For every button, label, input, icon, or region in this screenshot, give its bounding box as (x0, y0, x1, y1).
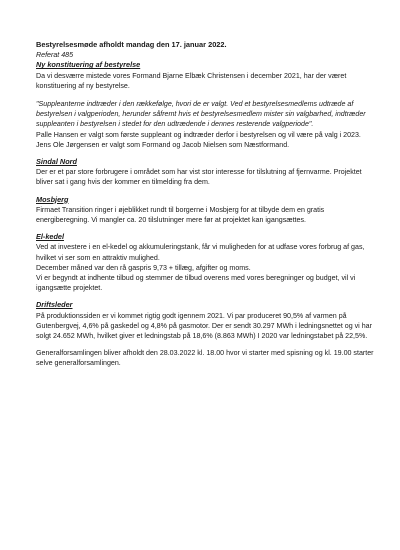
section-ny-konstituering (36, 60, 374, 150)
document-page (36, 40, 374, 369)
section-sindal-nord (36, 157, 374, 188)
paragraph: Vi er begyndt at indhente tilbud og stemmer de tilbud overens med vores beregninger og budget, vil vi igangsætte projektet. (36, 274, 356, 293)
paragraph: Ved at investere i en el-kedel og akkumuleringstank, får vi muligheden for at udfase vores forbrug af gas, hvilket vi ser som en attraktiv mulighed. (36, 243, 365, 262)
section-heading: Ny konstituering af bestyrelse (36, 60, 141, 70)
paragraph: December måned var den rå gaspris 9,73 + tillæg, afgifter og moms. (36, 263, 251, 272)
paragraph: Firmaet Transition ringer i øjeblikket rundt til borgerne i Mosbjerg for at tilbyde dem en gratis energiberegning. Vi mangler ca. 20 tilslutninger mere før at projektet kan igangsættes. (36, 205, 325, 225)
paragraph: Der er et par store forbrugere i området som har vist stor interesse for tilslutning af fjernvarme. Projektet bliver sat i gang hvis der kommer en tilmelding fra dem. (36, 168, 362, 187)
section-heading: Driftsleder (36, 300, 73, 310)
paragraph: Jens Ole Jørgensen er valgt som Formand og Jacob Nielsen som Næstformand. (36, 140, 290, 149)
paragraph: Da vi desværre mistede vores Formand Bjarne Elbæk Christensen i december 2021, har der været konstituering af ny bestyrelse. (36, 71, 347, 90)
section-mosbjerg (36, 195, 374, 226)
section-el-kedel (36, 232, 374, 293)
closing-paragraph: Generalforsamlingen bliver afholdt den 28.03.2022 kl. 18.00 hvor vi starter med spisning og kl. 19.00 starter selve generalforsamlingen. (36, 349, 374, 368)
document-title: Bestyrelsesmøde afholdt mandag den 17. januar 2022. (36, 40, 227, 49)
bylaw-quote: "Suppleanterne indtræder i den rækkefølge, hvori de er valgt. Ved et bestyrelsesmedlems udtræde af bestyrelsen i valgperioden, herunder såfremt hvis et bestyrelsesmedlem mister sin valgbarhed, indtræder suppleanten i bestyrelsen i stedet for den udtrædende i dennes resterende valgperiode". (36, 100, 366, 129)
referat-number: Referat 485 (36, 51, 74, 60)
paragraph: Palle Hansen er valgt som første suppleant og indtræder derfor i bestyrelsen og vil være på valg i 2023. (36, 130, 361, 139)
paragraph: På produktionssiden er vi kommet rigtig godt igennem 2021. Vi par produceret 90,5% af varmen på Gutenbergvej, 4,6% på gaskedel og 4,8% på gasmotor. Der er sendt 30.297 MWh i ledningsnettet og vi har solgt 24.652 MWh, hvilket giver et ledningstab på 18,6% (8.863 MWh) I 2020 var ledningstabet på 22,5%. (36, 311, 372, 341)
section-heading: Mosbjerg (36, 194, 69, 204)
section-heading: Sindal Nord (36, 157, 77, 167)
section-driftsleder (36, 300, 374, 341)
section-heading: El-kedel (36, 232, 64, 242)
